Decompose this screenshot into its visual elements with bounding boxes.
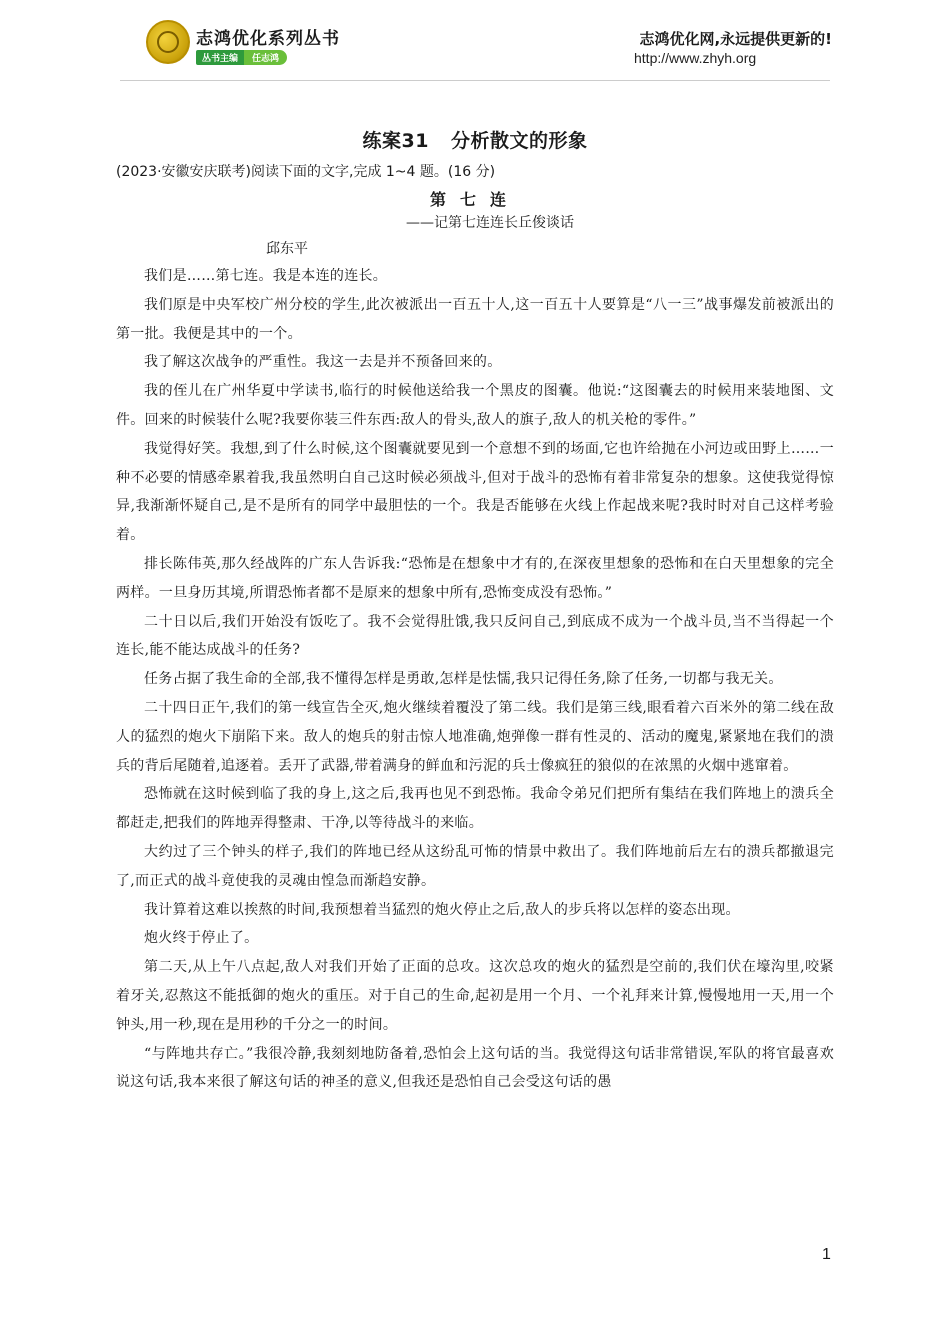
story-paragraph: 我计算着这难以挨熬的时间,我预想着当猛烈的炮火停止之后,敌人的步兵将以怎样的姿态出现。 — [144, 901, 740, 918]
story-paragraph: “与阵地共存亡。”我很冷静,我刻刻地防备着,恐怕会上这句话的当。我觉得这句话非常错误,军队的将官最喜欢说这句话,我本来很了解这句话的神圣的意义,但我还是恐怕自己会受这句话的愚 — [116, 1045, 834, 1091]
story-paragraph: 我了解这次战争的严重性。我这一去是并不预备回来的。 — [144, 354, 502, 371]
exercise-title — [116, 126, 834, 153]
exercise-title-number: 练案31 — [362, 130, 429, 152]
story-subtitle: ——记第七连连长丘俊谈话 — [406, 215, 574, 231]
exercise-title-topic: 分析散文的形象 — [450, 130, 588, 152]
story-paragraph: 二十四日正午,我们的第一线宣告全灭,炮火继续着覆没了第二线。我们是第三线,眼看着六百米外的第二线在敌人的猛烈的炮火下崩陷下来。敌人的炮兵的射击惊人地准确,炮弹像一群有性灵的、活动的魔鬼,紧紧地在我们的溃兵的背后尾随着,追逐着。丢开了武器,带着满身的鲜血和污泥的兵士像疯狂的狼似的在浓黑的火烟中逃窜着。 — [116, 699, 834, 774]
story-paragraph: 任务占据了我生命的全部,我不懂得怎样是勇敢,怎样是怯懦,我只记得任务,除了任务,一切都与我无关。 — [144, 671, 783, 688]
story-paragraph: 我们原是中央军校广州分校的学生,此次被派出一百五十人,这一百五十人要算是“八一三”战事爆发前被派出的第一批。我便是其中的一个。 — [116, 296, 834, 342]
story-paragraph: 我们是……第七连。我是本连的连长。 — [144, 268, 388, 284]
brand-subtitle — [196, 50, 287, 65]
story-title: 第七连 — [429, 190, 520, 209]
page-number: 1 — [822, 1246, 831, 1263]
story-paragraph: 炮火终于停止了。 — [144, 930, 259, 947]
story-paragraphs — [116, 262, 834, 1097]
brand-sub-label: 丛书主编 — [196, 50, 244, 65]
site-slogan: 志鸿优化网,永远提供更新的! — [639, 30, 832, 48]
brand-sub-editor: 任志鸿 — [244, 50, 287, 65]
exercise-source: (2023·安徽安庆联考)阅读下面的文字,完成 1~4 题。(16 分) — [116, 164, 496, 180]
story-paragraph: 二十日以后,我们开始没有饭吃了。我不会觉得肚饿,我只反问自己,到底成不成为一个战斗员,当不当得起一个连长,能不能达成战斗的任务? — [116, 613, 834, 659]
story-paragraph: 第二天,从上午八点起,敌人对我们开始了正面的总攻。这次总攻的炮火的猛烈是空前的,我们伏在壕沟里,咬紧着牙关,忍熬这不能抵御的炮火的重压。对于自己的生命,起初是用一个月、一个礼拜来计算,慢慢地用一天,用一个钟头,用一秒,现在是用秒的千分之一的时间。 — [116, 959, 834, 1033]
story-author: 邱东平 — [266, 241, 308, 257]
story-paragraph: 排长陈伟英,那久经战阵的广东人告诉我:“恐怖是在想象中才有的,在深夜里想象的恐怖和在白天里想象的完全两样。一旦身历其境,所谓恐怖者都不是原来的想象中所有,恐怖变成没有恐怖。” — [116, 555, 834, 601]
header-divider — [120, 80, 830, 81]
story-paragraph: 大约过了三个钟头的样子,我们的阵地已经从这纷乱可怖的情景中救出了。我们阵地前后左右的溃兵都撤退完了,而正式的战斗竟使我的灵魂由惶急而渐趋安静。 — [116, 843, 834, 889]
story-paragraph: 我的侄儿在广州华夏中学读书,临行的时候他送给我一个黑皮的图囊。他说:“这图囊去的时候用来装地图、文件。回来的时候装什么呢?我要你装三件东西:敌人的骨头,敌人的旗子,敌人的机关枪的零件。” — [116, 383, 834, 428]
page-header — [0, 0, 950, 90]
site-url[interactable]: http://www.zhyh.org — [634, 50, 757, 66]
document-body — [116, 126, 834, 1097]
publisher-logo-icon — [146, 20, 190, 64]
story-paragraph: 我觉得好笑。我想,到了什么时候,这个图囊就要见到一个意想不到的场面,它也许给抛在小河边或田野上……一种不必要的情感牵累着我,我虽然明白自己这时候必须战斗,但对于战斗的恐怖有着非常复杂的想象。这使我觉得惊异,我渐渐怀疑自己,是不是所有的同学中最胆怯的一个。我是否能够在火线上作起战来呢?我时时对自己这样考验着。 — [116, 440, 834, 544]
brand-title: 志鸿优化系列丛书 — [196, 29, 340, 49]
story-paragraph: 恐怖就在这时候到临了我的身上,这之后,我再也见不到恐怖。我命令弟兄们把所有集结在我们阵地上的溃兵全都赶走,把我们的阵地弄得整肃、干净,以等待战斗的来临。 — [116, 786, 834, 832]
